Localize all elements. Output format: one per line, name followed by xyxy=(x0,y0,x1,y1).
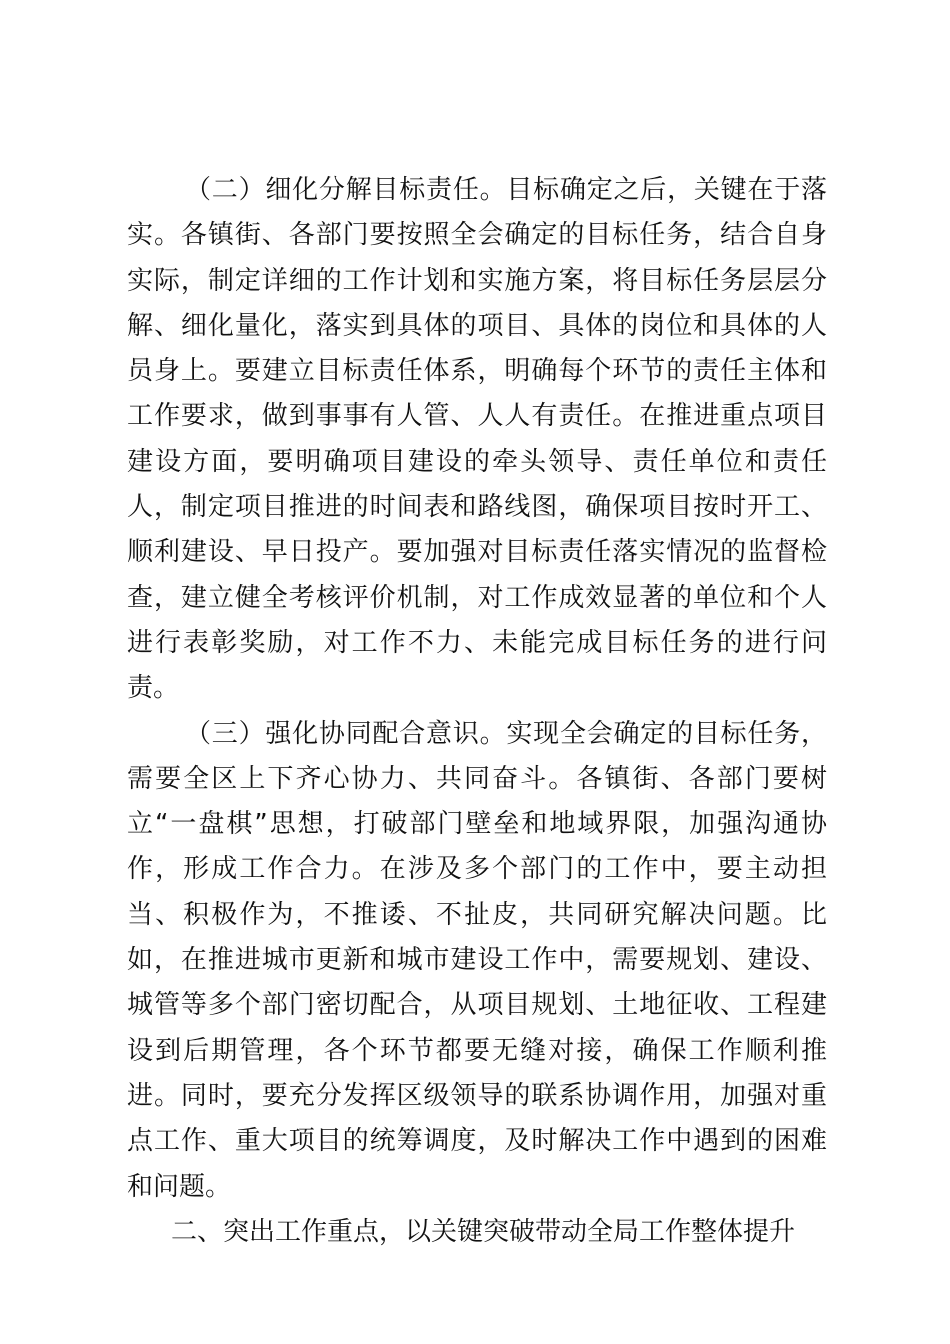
paragraph-refine-target-responsibility: （二）细化分解目标责任。目标确定之后，关键在于落实。各镇街、各部门要按照全会确定的目标任务，结合自身实际，制定详细的工作计划和实施方案，将目标任务层层分解、细化量化，落实到具体的项目、具体的岗位和具体的人员身上。要建立目标责任体系，明确每个环节的责任主体和工作要求，做到事事有人管、人人有责任。在推进重点项目建设方面，要明确项目建设的牵头领导、责任单位和责任人，制定项目推进的时间表和路线图，确保项目按时开工、顺利建设、早日投产。要加强对目标责任落实情况的监督检查，建立健全考核评价机制，对工作成效显著的单位和个人进行表彰奖励，对工作不力、未能完成目标任务的进行问责。 xyxy=(127,175,827,704)
section-heading: 二、突出工作重点，以关键突破带动全局工作整体提升 xyxy=(171,1216,796,1247)
document-body xyxy=(127,168,827,1255)
paragraph-strengthen-coordination: （三）强化协同配合意识。实现全会确定的目标任务，需要全区上下齐心协力、共同奋斗。各镇街、各部门要树立“一盘棋”思想，打破部门壁垒和地域界限，加强沟通协作，形成工作合力。在涉及多个部门的工作中，要主动担当、积极作为，不推诿、不扯皮，共同研究解决问题。比如，在推进城市更新和城市建设工作中，需要规划、建设、城管等多个部门密切配合，从项目规划、土地征收、工程建设到后期管理，各个环节都要无缝对接，确保工作顺利推进。同时，要充分发挥区级领导的联系协调作用，加强对重点工作、重大项目的统筹调度，及时解决工作中遇到的困难和问题。 xyxy=(127,718,827,1202)
